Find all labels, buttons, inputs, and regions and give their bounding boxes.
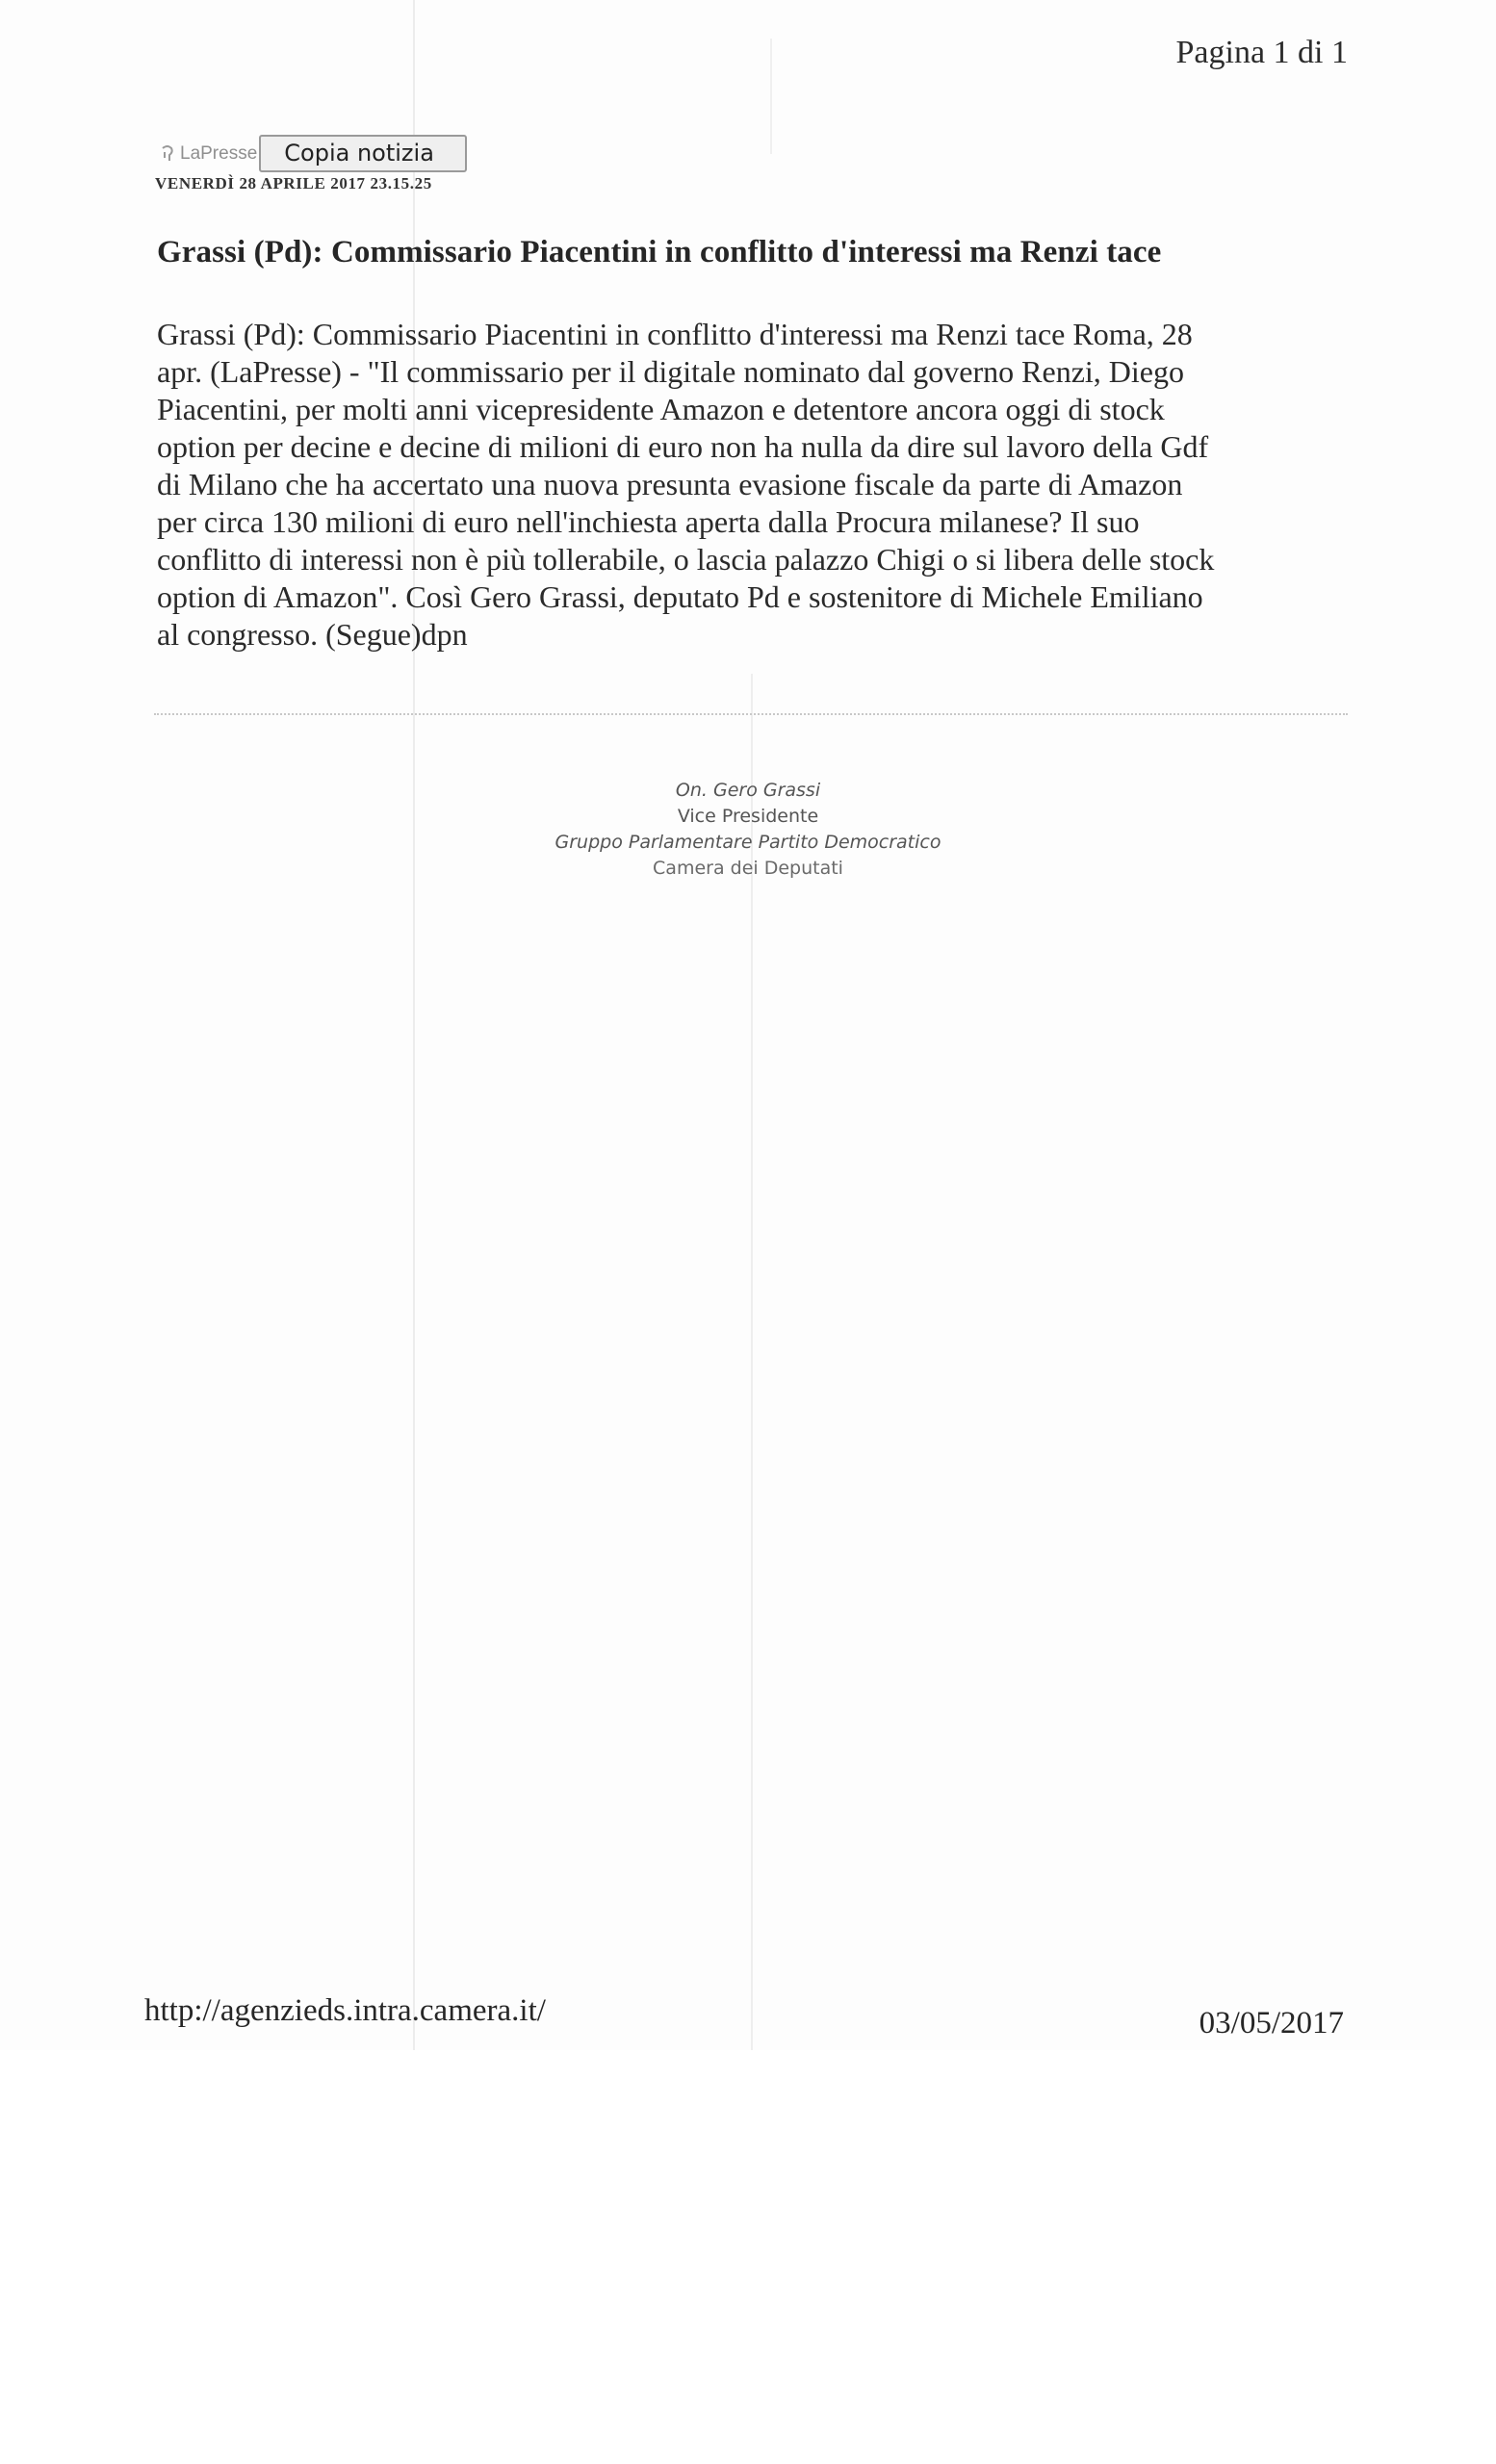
body-line: option per decine e decine di milioni di euro non ha nulla da dire sul lavoro della Gdf	[157, 429, 1209, 464]
body-line: apr. (LaPresse) - "Il commissario per il digitale nominato dal governo Renzi, Diego	[157, 354, 1184, 389]
body-line: Grassi (Pd): Commissario Piacentini in conflitto d'interessi ma Renzi tace Roma, 28	[157, 317, 1193, 351]
body-line: al congresso. (Segue)dpn	[157, 617, 468, 652]
body-line: Piacentini, per molti anni vicepresidente Amazon e detentore ancora oggi di stock	[157, 392, 1165, 426]
footer-date: 03/05/2017	[1199, 2006, 1344, 2040]
lapresse-logo-icon	[161, 144, 174, 164]
signature-name: On. Gero Grassi	[675, 780, 821, 801]
lapresse-logo	[161, 143, 257, 165]
body-line: conflitto di interessi non è più tollerabile, o lascia palazzo Chigi o si libera delle stock	[157, 542, 1215, 577]
article-headline: Grassi (Pd): Commissario Piacentini in conflitto d'interessi ma Renzi tace	[157, 235, 1162, 270]
signature-stamp	[0, 778, 1496, 882]
signature-chamber: Camera dei Deputati	[653, 858, 843, 879]
paper-fold-line	[413, 0, 415, 2050]
body-line: di Milano che ha accertato una nuova presunta evasione fiscale da parte di Amazon	[157, 467, 1183, 501]
source-row	[161, 135, 467, 172]
article-body	[157, 316, 1346, 654]
logo-text: LaPresse	[180, 142, 258, 164]
signature-group: Gruppo Parlamentare Partito Democratico	[555, 832, 941, 853]
dateline: VENERDÌ 28 APRILE 2017 23.15.25	[155, 174, 432, 192]
footer-url: http://agenzieds.intra.camera.it/	[144, 1993, 546, 2028]
body-line: option di Amazon". Così Gero Grassi, deputato Pd e sostenitore di Michele Emiliano	[157, 579, 1203, 614]
body-line: per circa 130 milioni di euro nell'inchiesta aperta dalla Procura milanese? Il suo	[157, 504, 1140, 539]
page-number: Pagina 1 di 1	[1175, 35, 1348, 70]
signature-role: Vice Presidente	[677, 806, 819, 827]
paper-fold-line	[770, 38, 772, 154]
separator-line	[154, 713, 1348, 715]
copy-news-button[interactable]: Copia notizia	[259, 135, 467, 172]
